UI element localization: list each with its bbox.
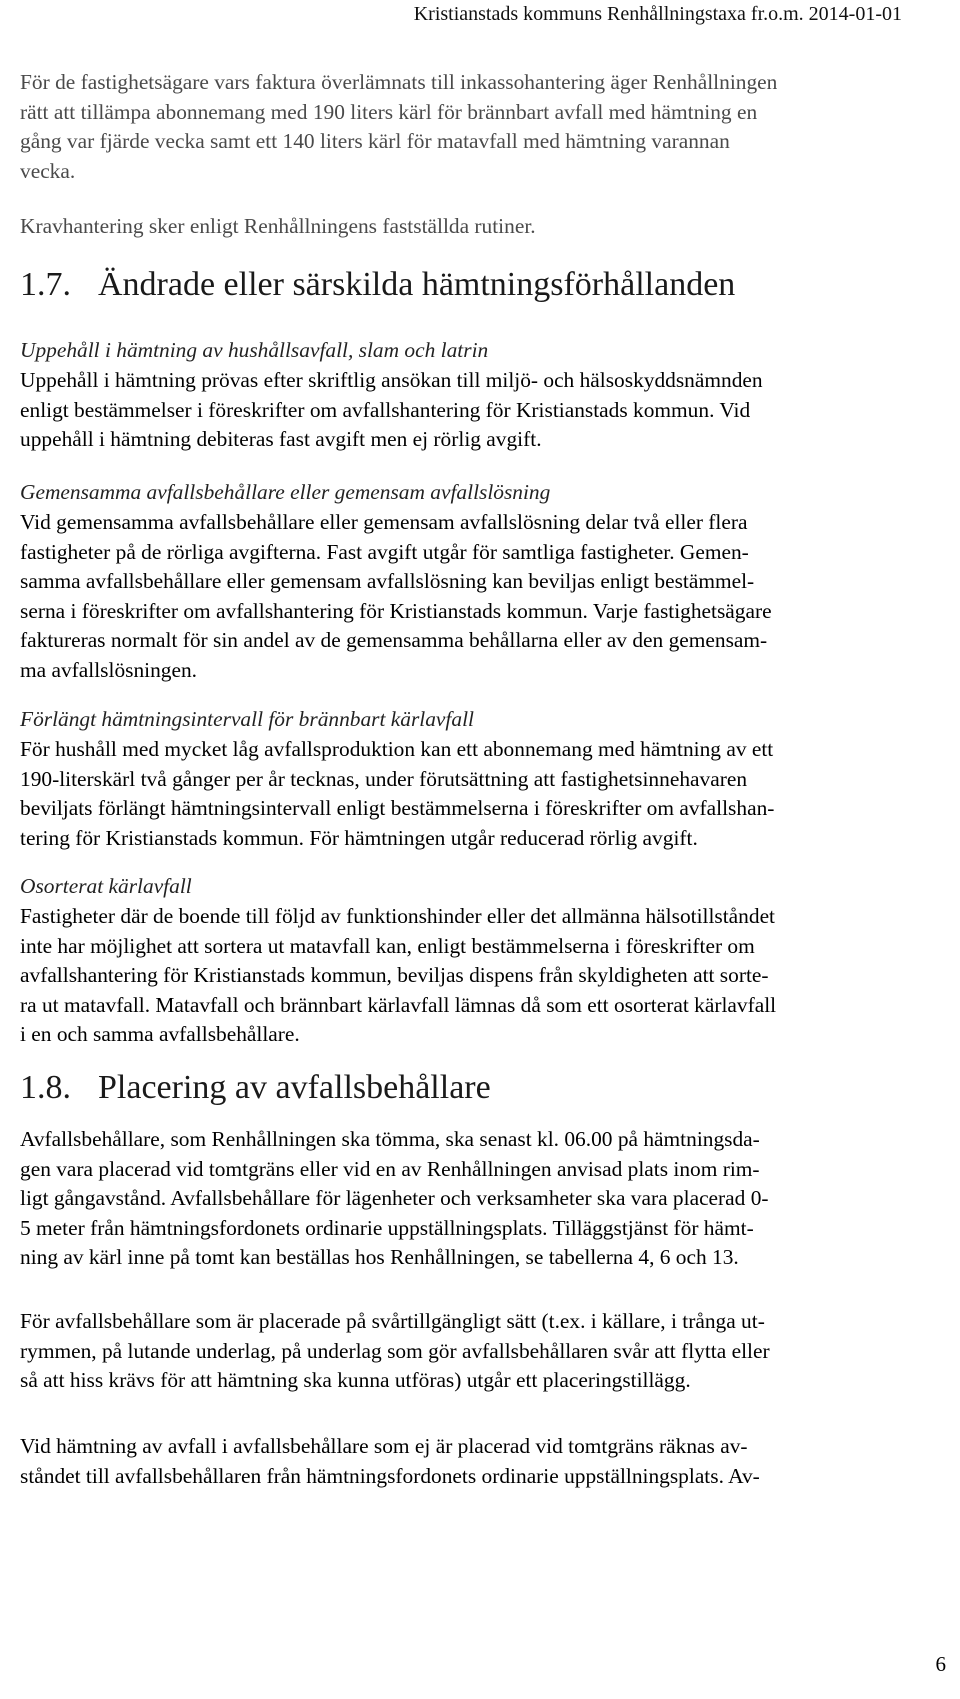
subheading-gemensamma: Gemensamma avfallsbehållare eller gemensam avfallslösning (20, 480, 551, 504)
text-line: ning av kärl inne på tomt kan beställas hos Renhållningen, se tabellerna 4, 6 och 13. (20, 1245, 739, 1270)
text-line: tering för Kristianstads kommun. För hämtningen utgår reducerad rörlig avgift. (20, 825, 698, 850)
osorterat-paragraph (20, 902, 888, 1050)
page-number: 6 (935, 1652, 946, 1676)
section-title: Placering av avfallsbehållare (98, 1069, 491, 1106)
text-line: rymmen, på lutande underlag, på underlag som gör avfallsbehållaren svår att flytta eller (20, 1338, 770, 1363)
text-line: faktureras normalt för sin andel av de gemensamma behållarna eller av den gemensam- (20, 628, 768, 653)
subheading-osorterat: Osorterat kärlavfall (20, 874, 192, 898)
subheading-uppehall: Uppehåll i hämtning av hushållsavfall, slam och latrin (20, 338, 489, 362)
subheading-forlangt: Förlängt hämtningsintervall för brännbart kärlavfall (20, 707, 474, 731)
text-line: Vid hämtning av avfall i avfallsbehållare som ej är placerad vid tomtgräns räknas av- (20, 1434, 748, 1458)
text-line: inte har möjlighet att sortera ut matavfall kan, enligt bestämmelserna i föreskrifter om (20, 933, 755, 958)
text-line: För avfallsbehållare som är placerade på svårtillgängligt sätt (t.ex. i källare, i trånga ut- (20, 1309, 765, 1333)
text-line: avfallshantering för Kristianstads kommun, beviljas dispens från skyldigheten att sorte- (20, 963, 769, 988)
text-line: i en och samma avfallsbehållare. (20, 1022, 300, 1047)
text-line: ma avfallslösningen. (20, 657, 198, 682)
text-line: rätt att tillämpa abonnemang med 190 liters kärl för brännbart avfall med hämtning en (20, 99, 758, 124)
text-line: ståndet till avfallsbehållaren från hämtningsfordonets ordinarie uppställningsplats. Av- (20, 1463, 760, 1488)
text-line: För hushåll med mycket låg avfallsproduktion kan ett abonnemang med hämtning av ett (20, 737, 774, 761)
intro-paragraph (20, 68, 888, 186)
uppehall-paragraph (20, 366, 888, 455)
text-line: gen vara placerad vid tomtgräns eller vid en av Renhållningen anvisad plats inom rim- (20, 1156, 760, 1181)
placering-paragraph-2 (20, 1307, 888, 1396)
section-title: Ändrade eller särskilda hämtningsförhållanden (98, 266, 736, 303)
gemensamma-paragraph (20, 508, 888, 686)
text-line: ligt gångavstånd. Avfallsbehållare för lägenheter och verksamheter ska vara placerad 0- (20, 1186, 769, 1211)
section-number: 1.7. (20, 266, 71, 303)
text-line: vecka. (20, 158, 76, 183)
text-line: Avfallsbehållare, som Renhållningen ska tömma, ska senast kl. 06.00 på hämtningsda- (20, 1127, 760, 1151)
text-line: uppehåll i hämtning debiteras fast avgift men ej rörlig avgift. (20, 427, 542, 452)
text-line: För de fastighetsägare vars faktura överlämnats till inkassohantering äger Renhållningen (20, 70, 778, 94)
text-line: beviljats förlängt hämtningsintervall enligt bestämmelserna i föreskrifter om avfallshan- (20, 796, 775, 821)
text-line: Uppehåll i hämtning prövas efter skriftlig ansökan till miljö- och hälsoskyddsnämnden (20, 368, 763, 392)
text-line: så att hiss krävs för att hämtning ska kunna utföras) utgår ett placeringstillägg. (20, 1368, 691, 1393)
text-line: 5 meter från hämtningsfordonets ordinarie uppställningsplats. Tilläggstjänst för hämt- (20, 1215, 754, 1240)
text-line: gång var fjärde vecka samt ett 140 liters kärl för matavfall med hämtning varannan (20, 129, 730, 154)
placering-paragraph-3 (20, 1432, 888, 1491)
section-number: 1.8. (20, 1069, 71, 1106)
forlangt-paragraph (20, 735, 888, 853)
text-line: samma avfallsbehållare eller gemensam avfallslösning kan beviljas enligt bestämmel- (20, 569, 755, 594)
section-heading-1-8 (20, 1068, 491, 1108)
text-line: enligt bestämmelser i föreskrifter om avfallshantering för Kristianstads kommun. Vid (20, 397, 751, 422)
text-line: fastigheter på de rörliga avgifterna. Fast avgift utgår för samtliga fastigheter. Gemen- (20, 539, 749, 564)
placering-paragraph-1 (20, 1125, 888, 1273)
text-line: ra ut matavfall. Matavfall och brännbart kärlavfall lämnas då som ett osorterat kärlavfall (20, 992, 777, 1017)
kravhantering-paragraph: Kravhantering sker enligt Renhållningens fastställda rutiner. (20, 214, 536, 238)
text-line: Vid gemensamma avfallsbehållare eller gemensam avfallslösning delar två eller flera (20, 510, 748, 534)
text-line: Fastigheter där de boende till följd av funktionshinder eller det allmänna hälsotillståndet (20, 904, 776, 928)
text-line: 190-literskärl två gånger per år tecknas, under förutsättning att fastighetsinnehavaren (20, 766, 748, 791)
text-line: serna i föreskrifter om avfallshantering för Kristianstads kommun. Varje fastighetsägare (20, 598, 772, 623)
section-heading-1-7 (20, 265, 735, 305)
running-header: Kristianstads kommuns Renhållningstaxa fr.o.m. 2014-01-01 (413, 3, 902, 25)
